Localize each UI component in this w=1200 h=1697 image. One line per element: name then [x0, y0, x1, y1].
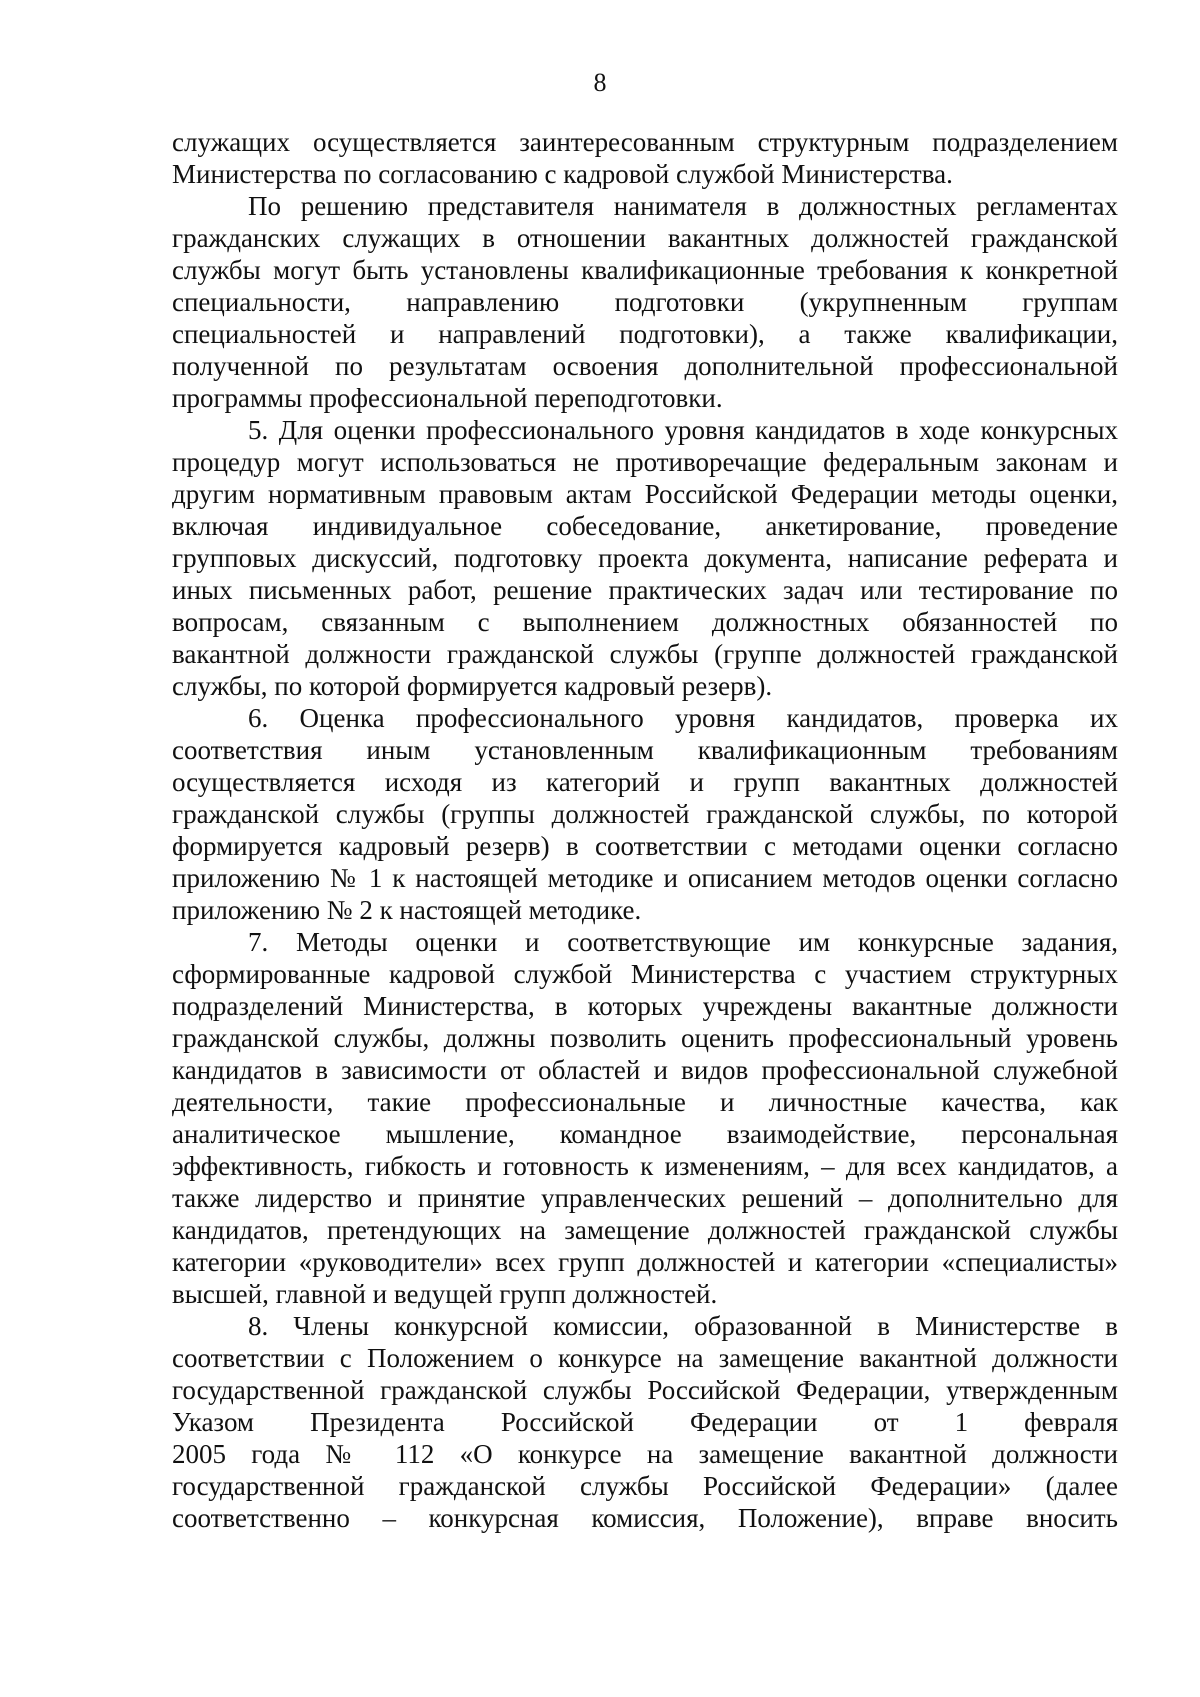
- text-line: кандидатов в зависимости от областей и видов профессиональной служебной: [172, 1055, 1118, 1085]
- text-line: 6. Оценка профессионального уровня кандидатов, проверка их: [248, 703, 1118, 733]
- text-line: категории «руководители» всех групп должностей и категории «специалисты»: [172, 1247, 1118, 1277]
- text-line: служащих осуществляется заинтересованным структурным подразделением: [172, 127, 1118, 157]
- text-line: программы профессиональной переподготовки.: [172, 383, 723, 413]
- text-line: гражданской службы, должны позволить оценить профессиональный уровень: [172, 1023, 1118, 1053]
- paragraph-4: [172, 702, 1118, 926]
- text-line: 8. Члены конкурсной комиссии, образованной в Министерстве в: [248, 1311, 1118, 1341]
- paragraph-6: [172, 1310, 1118, 1534]
- paragraph-1: [172, 126, 1118, 190]
- text-line: государственной гражданской службы Российской Федерации» (далее: [172, 1471, 1118, 1501]
- text-line: службы, по которой формируется кадровый резерв).: [172, 671, 773, 701]
- text-line: соответствии с Положением о конкурсе на замещение вакантной должности: [172, 1343, 1118, 1373]
- paragraph-3: [172, 414, 1118, 702]
- text-line: процедур могут использоваться не противоречащие федеральным законам и: [172, 447, 1118, 477]
- text-line: Указом Президента Российской Федерации от 1 февраля: [172, 1407, 1118, 1437]
- text-line: подразделений Министерства, в которых учреждены вакантные должности: [172, 991, 1118, 1021]
- text-line: иных письменных работ, решение практических задач или тестирование по: [172, 575, 1118, 605]
- text-line: вопросам, связанным с выполнением должностных обязанностей по: [172, 607, 1118, 637]
- text-line: специальностей и направлений подготовки), а также квалификации,: [172, 319, 1118, 349]
- text-line: Министерства по согласованию с кадровой службой Министерства.: [172, 159, 953, 189]
- text-line: специальности, направлению подготовки (укрупненным группам: [172, 287, 1118, 317]
- text-line: эффективность, гибкость и готовность к изменениям, – для всех кандидатов, а: [172, 1151, 1118, 1181]
- document-body: [172, 126, 1118, 1534]
- text-line: соответственно – конкурсная комиссия, Положение), вправе вносить: [172, 1503, 1118, 1533]
- text-line: государственной гражданской службы Российской Федерации, утвержденным: [172, 1375, 1118, 1405]
- text-line: приложению № 1 к настоящей методике и описанием методов оценки согласно: [172, 863, 1118, 893]
- text-line: соответствия иным установленным квалификационным требованиям: [172, 735, 1118, 765]
- text-line: службы могут быть установлены квалификационные требования к конкретной: [172, 255, 1118, 285]
- text-line: сформированные кадровой службой Министерства с участием структурных: [172, 959, 1118, 989]
- text-line: аналитическое мышление, командное взаимодействие, персональная: [172, 1119, 1118, 1149]
- text-line: другим нормативным правовым актам Российской Федерации методы оценки,: [172, 479, 1118, 509]
- text-line: гражданской службы (группы должностей гражданской службы, по которой: [172, 799, 1118, 829]
- text-line: полученной по результатам освоения дополнительной профессиональной: [172, 351, 1118, 381]
- text-line: также лидерство и принятие управленческих решений – дополнительно для: [172, 1183, 1118, 1213]
- text-line: 5. Для оценки профессионального уровня кандидатов в ходе конкурсных: [248, 415, 1118, 445]
- text-line: гражданских служащих в отношении вакантных должностей гражданской: [172, 223, 1118, 253]
- text-line: осуществляется исходя из категорий и групп вакантных должностей: [172, 767, 1118, 797]
- text-line: кандидатов, претендующих на замещение должностей гражданской службы: [172, 1215, 1118, 1245]
- page-number: 8: [593, 68, 607, 97]
- text-line: вакантной должности гражданской службы (группе должностей гражданской: [172, 639, 1118, 669]
- paragraph-5: [172, 926, 1118, 1310]
- text-line: высшей, главной и ведущей групп должностей.: [172, 1279, 718, 1309]
- text-line: групповых дискуссий, подготовку проекта документа, написание реферата и: [172, 543, 1118, 573]
- text-line: 7. Методы оценки и соответствующие им конкурсные задания,: [248, 927, 1118, 957]
- text-line: включая индивидуальное собеседование, анкетирование, проведение: [172, 511, 1118, 541]
- text-line: По решению представителя нанимателя в должностных регламентах: [248, 191, 1118, 221]
- paragraph-2: [172, 190, 1118, 414]
- text-line: приложению № 2 к настоящей методике.: [172, 895, 642, 925]
- text-line: 2005 года № 112 «О конкурсе на замещение вакантной должности: [172, 1439, 1118, 1469]
- text-line: формируется кадровый резерв) в соответствии с методами оценки согласно: [172, 831, 1118, 861]
- text-line: деятельности, такие профессиональные и личностные качества, как: [172, 1087, 1118, 1117]
